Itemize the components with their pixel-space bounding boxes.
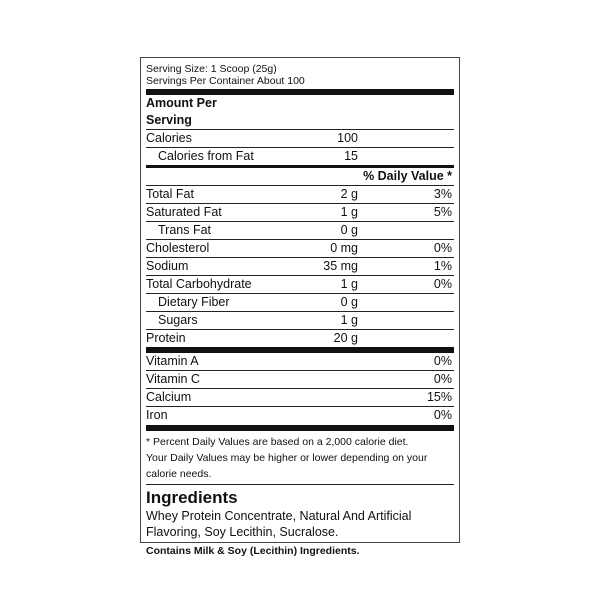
calories-value: 100 — [337, 131, 358, 145]
nutrient-row — [146, 186, 454, 204]
nutrient-amount: 0 mg — [330, 241, 358, 255]
nutrient-row — [146, 240, 454, 258]
nutrient-amount: 1 g — [340, 313, 358, 327]
nutrient-daily-value: 0% — [433, 277, 452, 291]
ingredients-line: Flavoring, Soy Lecithin, Sucralose. — [146, 525, 339, 539]
nutrient-label: Cholesterol — [146, 241, 210, 255]
calories-from-fat-row — [146, 148, 454, 165]
nutrient-table — [146, 186, 454, 347]
label-content — [146, 63, 454, 558]
vitamin-row — [146, 371, 454, 389]
nutrient-daily-value: 1% — [433, 259, 452, 273]
footnote — [146, 434, 454, 485]
nutrient-amount: 0 g — [340, 295, 358, 309]
calories-from-fat-label: Calories from Fat — [158, 149, 254, 163]
nutrient-label: Dietary Fiber — [158, 295, 230, 309]
amount-per-label: Amount Per — [146, 96, 217, 110]
vitamin-row — [146, 389, 454, 407]
nutrient-label: Trans Fat — [158, 223, 212, 237]
nutrient-label: Protein — [146, 331, 186, 345]
allergen-statement: Contains Milk & Soy (Lecithin) Ingredients. — [146, 545, 360, 557]
vitamin-daily-value: 0% — [433, 354, 452, 368]
nutrient-row — [146, 294, 454, 312]
vitamin-label: Vitamin A — [146, 354, 199, 368]
nutrient-daily-value: 0% — [433, 241, 452, 255]
vitamin-label: Vitamin C — [146, 372, 200, 386]
ingredients-line: Whey Protein Concentrate, Natural And Artificial — [146, 509, 412, 523]
footnote-line: Your Daily Values may be higher or lower depending on your — [146, 452, 428, 464]
ingredients-title: Ingredients — [146, 488, 238, 507]
nutrient-row — [146, 258, 454, 276]
nutrient-amount: 1 g — [340, 205, 358, 219]
nutrient-daily-value: 3% — [433, 187, 452, 201]
nutrient-label: Saturated Fat — [146, 205, 222, 219]
nutrient-row — [146, 312, 454, 330]
footnote-line: calorie needs. — [146, 466, 454, 485]
nutrition-facts-label — [140, 57, 460, 557]
vitamin-table — [146, 353, 454, 424]
vitamin-label: Iron — [146, 408, 168, 422]
footnote-line: * Percent Daily Values are based on a 2,000 calorie diet. — [146, 436, 409, 448]
nutrient-amount: 20 g — [333, 331, 358, 345]
vitamin-daily-value: 0% — [433, 372, 452, 386]
nutrient-row — [146, 204, 454, 222]
daily-value-header-row — [146, 168, 454, 186]
daily-value-header: % Daily Value * — [363, 169, 452, 183]
vitamin-daily-value: 15% — [426, 390, 452, 404]
nutrient-amount: 35 mg — [323, 259, 358, 273]
nutrient-label: Total Fat — [146, 187, 194, 201]
nutrient-amount: 1 g — [340, 277, 358, 291]
calories-label: Calories — [146, 131, 192, 145]
vitamin-row — [146, 353, 454, 371]
vitamin-row — [146, 407, 454, 424]
serving-size: Serving Size: 1 Scoop (25g) — [146, 63, 277, 75]
vitamin-daily-value: 0% — [433, 408, 452, 422]
nutrient-row — [146, 276, 454, 294]
calories-row — [146, 130, 454, 148]
serving-label: Serving — [146, 112, 454, 130]
nutrient-label: Total Carbohydrate — [146, 277, 252, 291]
calories-from-fat-value: 15 — [344, 149, 358, 163]
ingredients-section — [146, 488, 454, 558]
nutrient-daily-value: 5% — [433, 205, 452, 219]
servings-per-container: Servings Per Container About 100 — [146, 75, 305, 87]
nutrient-amount: 0 g — [340, 223, 358, 237]
nutrient-amount: 2 g — [340, 187, 358, 201]
nutrient-label: Sugars — [158, 313, 198, 327]
nutrient-row — [146, 222, 454, 240]
vitamin-label: Calcium — [146, 390, 192, 404]
nutrient-label: Sodium — [146, 259, 189, 273]
nutrient-row — [146, 330, 454, 347]
divider-thick — [146, 425, 454, 431]
